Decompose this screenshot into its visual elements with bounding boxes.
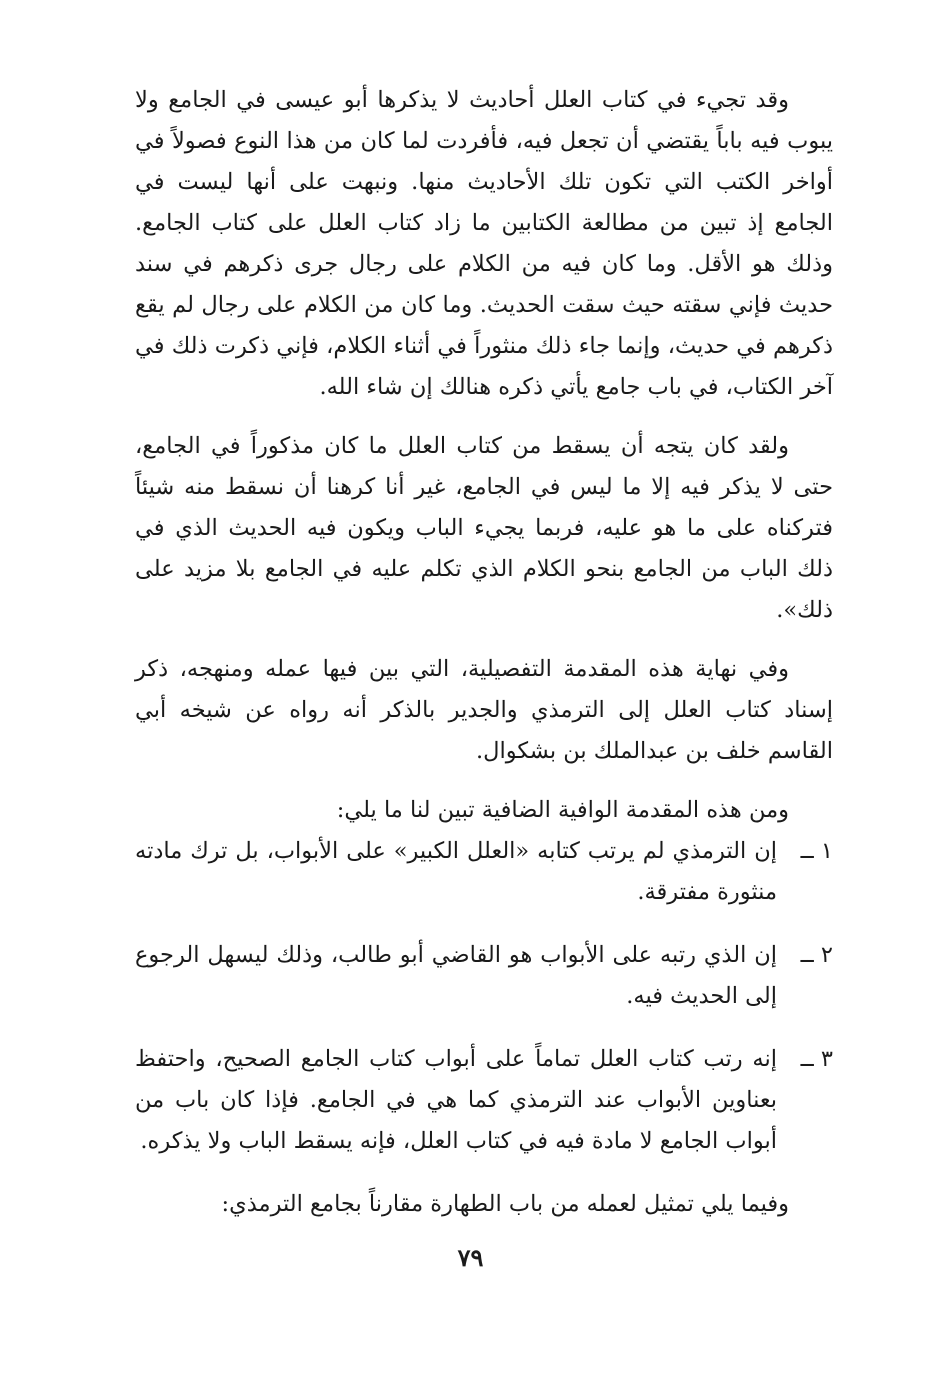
list-item-number: ٢ ــ [800, 942, 833, 968]
list-intro: ومن هذه المقدمة الوافية الضافية تبين لنا ما يلي: [336, 797, 789, 823]
list-item [135, 831, 833, 913]
list-item [135, 1039, 833, 1162]
list-item-text: إنه رتب كتاب العلل تماماً على أبواب كتاب الجامع الصحيح، واحتفظ بعناوين الأبواب عند الترمذي كما هي في الجامع. فإذا كان باب من أبواب الجامع لا مادة فيه في كتاب العلل، فإنه يسقط الباب ولا يذكره. [135, 1046, 777, 1154]
list-item [135, 935, 833, 1017]
paragraph-3: وفي نهاية هذه المقدمة التفصيلية، التي بين فيها عمله ومنهجه، ذكر إسناد كتاب العلل إلى الترمذي والجدير بالذكر أنه رواه عن شيخه أبي القاسم خلف بن عبدالملك بن بشكوال. [135, 656, 833, 764]
list-item-number: ١ ــ [800, 838, 833, 864]
paragraph-2: ولقد كان يتجه أن يسقط من كتاب العلل ما كان مذكوراً في الجامع، حتى لا يذكر فيه إلا ما ليس في الجامع، غير أنا كرهنا أن نسقط منه شيئاً فتركناه على ما هو عليه، فربما يجيء الباب ويكون فيه الحديث الذي في ذلك الباب من الجامع بنحو الكلام الذي تكلم عليه في الجامع بلا مزيد على ذلك». [135, 433, 833, 623]
closing-line: وفيما يلي تمثيل لعمله من باب الطهارة مقارناً بجامع الترمذي: [221, 1191, 789, 1217]
list-item-text: إن الذي رتبه على الأبواب هو القاضي أبو طالب، وذلك ليسهل الرجوع إلى الحديث فيه. [135, 942, 777, 1009]
list-item-number: ٣ ــ [800, 1046, 833, 1072]
page-body [135, 80, 833, 1243]
list-item-text: إن الترمذي لم يرتب كتابه «العلل الكبير» على الأبواب، بل ترك مادته منثورة مفترقة. [135, 838, 777, 905]
paragraph-1: وقد تجيء في كتاب العلل أحاديث لا يذكرها أبو عيسى في الجامع ولا يبوب فيه باباً يقتضي أن تجعل فيه، فأفردت لما كان من هذا النوع فصولاً في أواخر الكتب التي تكون تلك الأحاديث منها. ونبهت على أنها ليست في الجامع إذ تبين من مطالعة الكتابين ما زاد كتاب العلل على كتاب الجامع. وذلك هو الأقل. وما كان فيه من الكلام على رجال جرى ذكرهم في سند حديث فإني سقته حيث سقت الحديث. وما كان من الكلام على رجال لم يقع ذكرهم في حديث، وإنما جاء ذلك منثوراً في أثناء الكلام، فإني ذكرت ذلك في آخر الكتاب، في باب جامع يأتي ذكره هنالك إن شاء الله. [135, 87, 833, 400]
numbered-list [135, 831, 833, 1162]
page-number: ٧٩ [457, 1243, 484, 1272]
